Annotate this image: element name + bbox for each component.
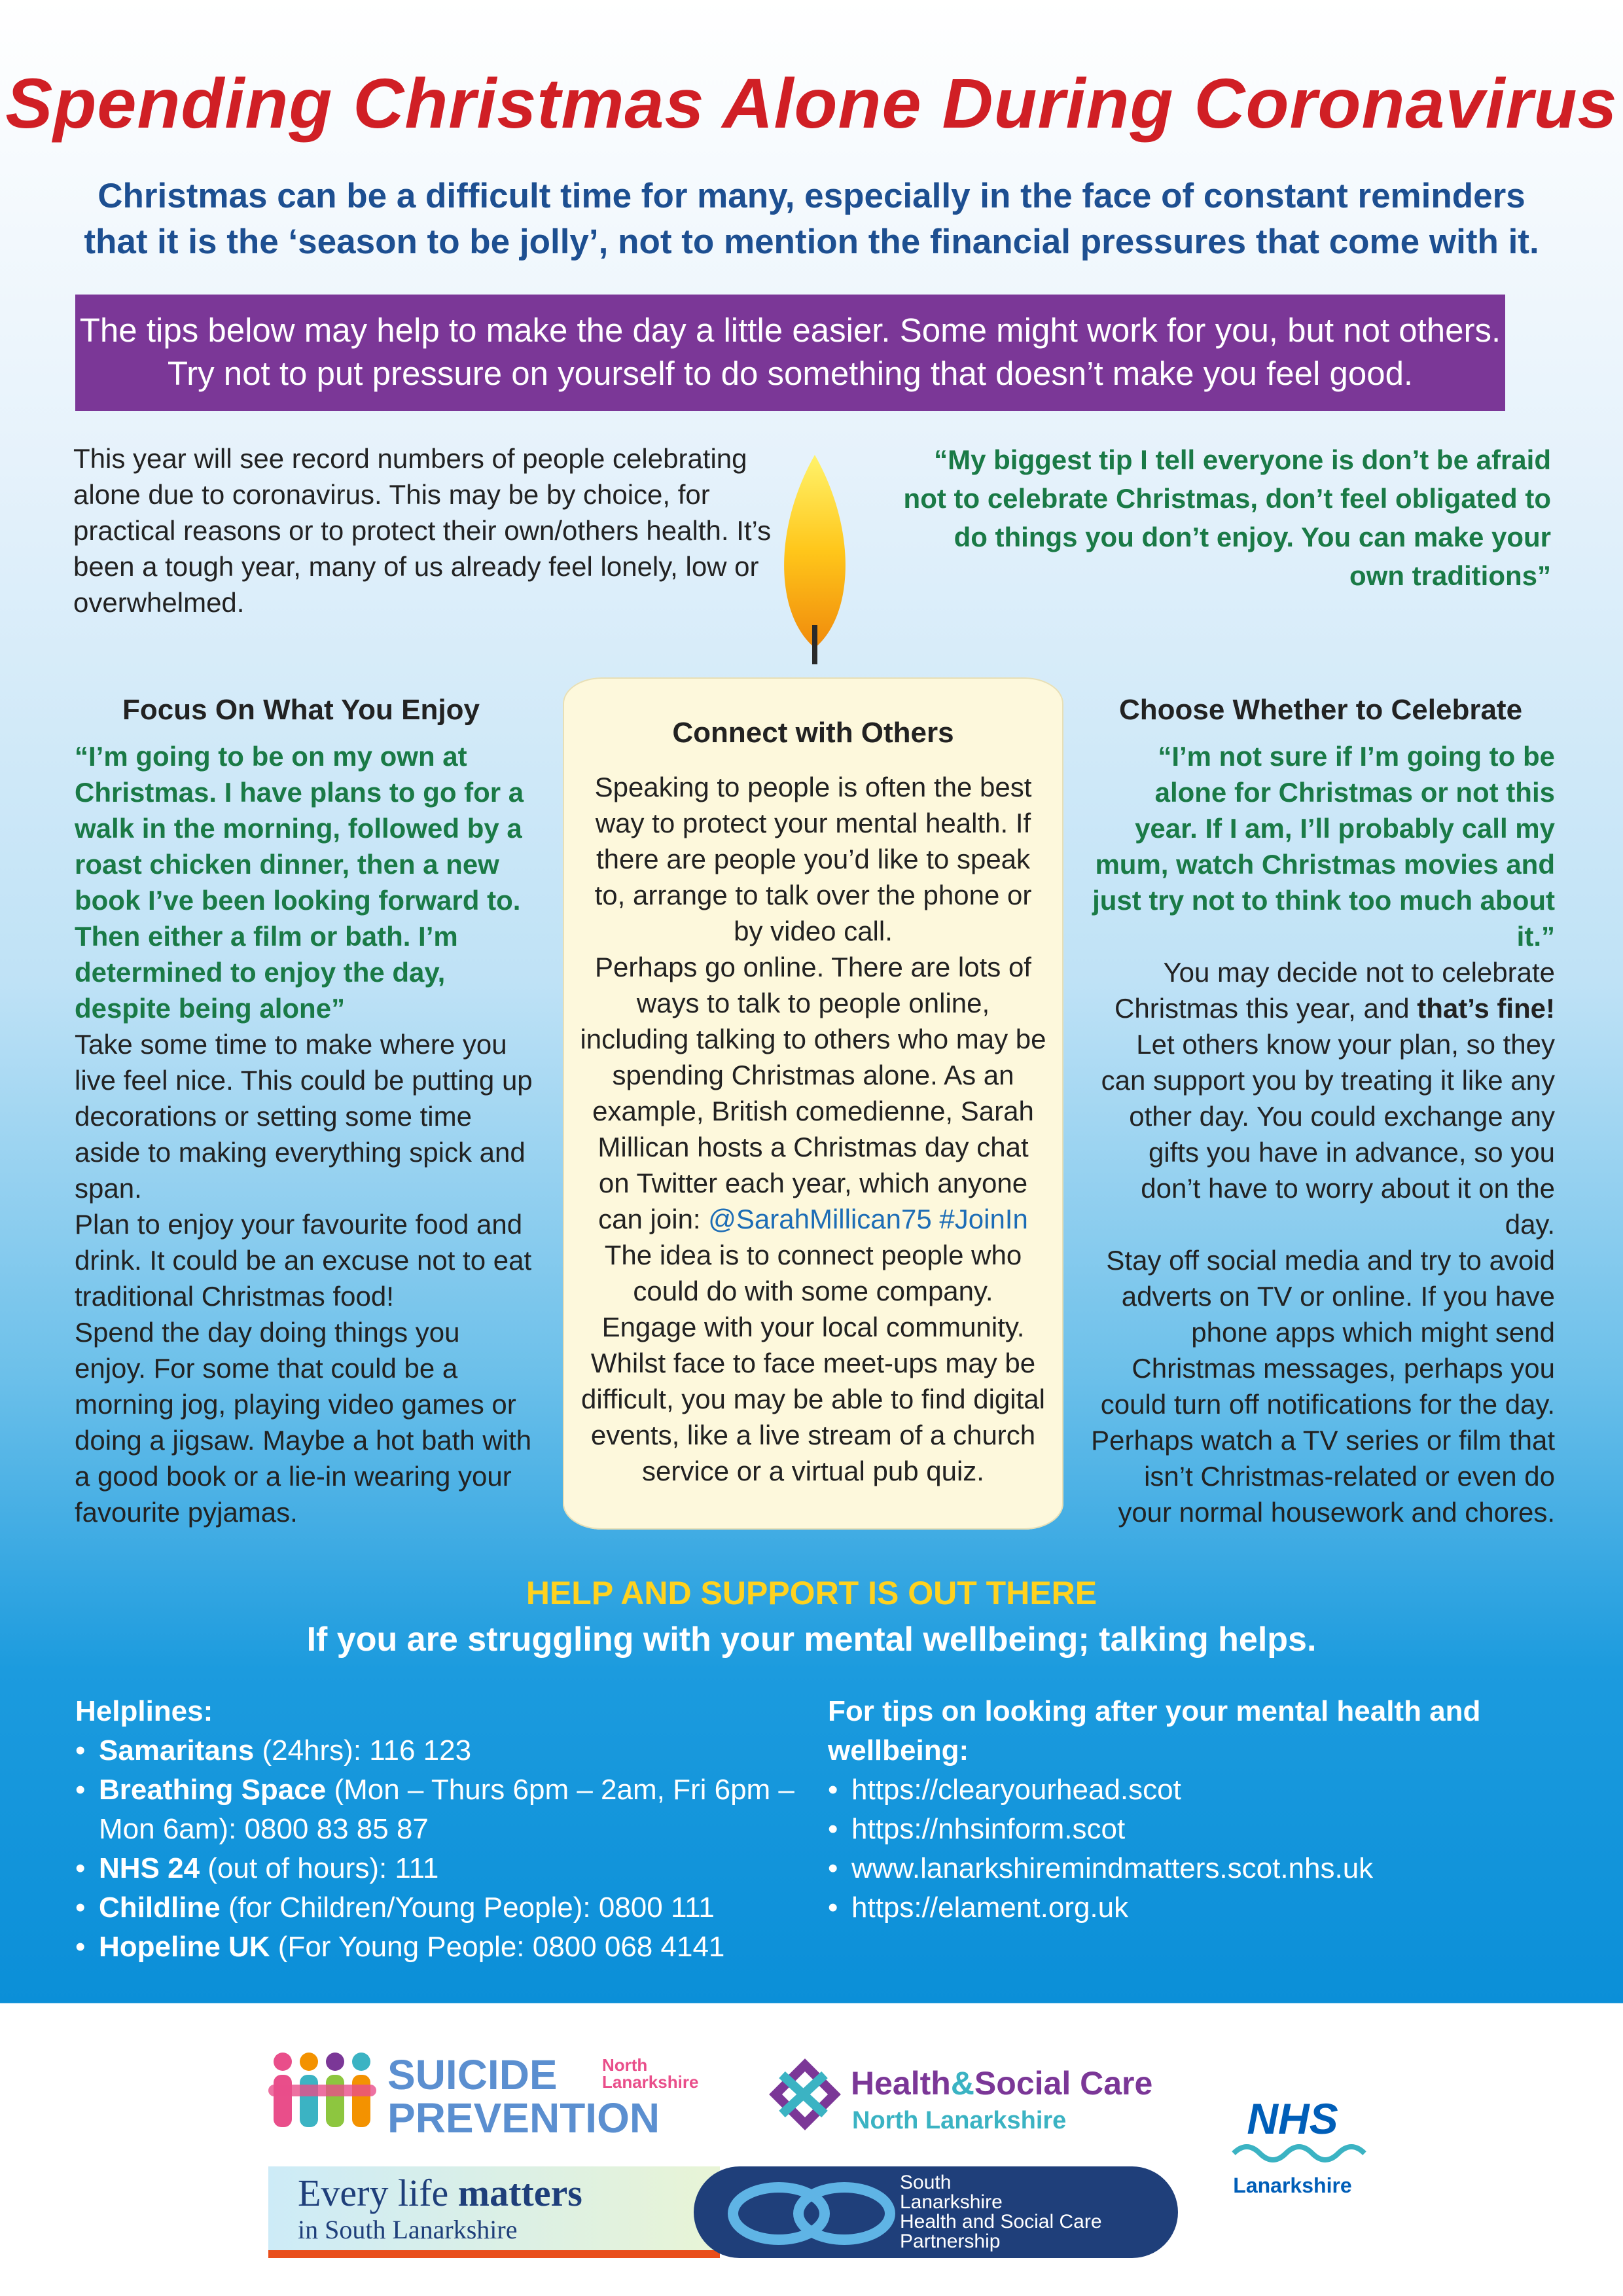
sp-tag1: North (602, 2055, 648, 2075)
helpline-name: Breathing Space (99, 1774, 327, 1806)
lead-paragraph: This year will see record numbers of people celebrating alone due to coronavirus. This may be by choice, for practical reasons or to protect their own/others health. It’s been a tough year, many of us already feel lonely, low or overwhelmed. (73, 443, 772, 618)
health-social-care-logo (759, 2049, 1191, 2140)
tip-link[interactable]: • https://clearyourhead.scot (828, 1770, 1574, 1810)
hsc-line2: North Lanarkshire (852, 2107, 1067, 2134)
connect-paragraph-3: Engage with your local community. Whilst face to face meet-ups may be difficult, you may be able to find digital events, like a live stream of a church service or a virtual pub quiz. (581, 1312, 1045, 1486)
elm-line1 (298, 2172, 582, 2214)
helpline-item (75, 1849, 795, 1888)
help-heading: HELP AND SUPPORT IS OUT THERE (526, 1575, 1097, 1611)
tip-link[interactable]: • https://nhsinform.scot (828, 1810, 1574, 1849)
page-title: Spending Christmas Alone During Coronavirus (5, 63, 1618, 143)
connect-p2-text: Perhaps go online. There are lots of ways to talk to people online, including talking to others who may be spending Christmas alone. As an example, British comedienne, Sarah Millican hosts a Christmas day chat on Twitter each year, which anyone can join: (580, 952, 1046, 1234)
elm-p4: Partnership (900, 2231, 1001, 2252)
helpline-detail: (24hrs): 116 123 (254, 1734, 472, 1767)
tips-list (828, 1692, 1574, 1928)
focus-quote: “I’m going to be on my own at Christmas. I have plans to go for a walk in the morning, followed by a roast chicken dinner, then a new book I’ve been looking forward to. Then either a film or bath. I’m determined to enjoy the day, despite being alone” (75, 741, 524, 1024)
hsc-amp: & (950, 2065, 974, 2102)
connect-paragraph-1: Speaking to people is often the best way to protect your mental health. If there are people you’d like to speak to, arrange to talk over the phone or by video call. (594, 772, 1032, 946)
helplines-list (75, 1692, 795, 1967)
helpline-name: Samaritans (99, 1734, 255, 1767)
column-focus-enjoy (65, 694, 537, 1530)
knot-icon (776, 2065, 834, 2124)
help-subheading: If you are struggling with your mental wellbeing; talking helps. (306, 1621, 1317, 1659)
sp-line1: SUICIDE (387, 2051, 558, 2098)
connect-paragraph-2 (579, 949, 1047, 1309)
sp-line2: PREVENTION (387, 2094, 660, 2140)
connect-p2-text-end: The idea is to connect people who could do with some company. (604, 1240, 1022, 1306)
hsc-line1 (851, 2065, 1152, 2102)
elm-p1: South (900, 2172, 952, 2193)
hsc-social-care: Social Care (974, 2065, 1153, 2102)
helpline-name: NHS 24 (99, 1852, 200, 1884)
connect-heading: Connect with Others (672, 717, 954, 749)
choose-quote: “I’m not sure if I’m going to be alone for Christmas or not this year. If I am, I’ll probably call my mum, watch Christmas movies and just try not to think too much about it.” (1092, 741, 1555, 952)
people-icon (268, 2053, 376, 2127)
helpline-name: Childline (99, 1892, 221, 1924)
helpline-name: Hopeline UK (99, 1931, 270, 1963)
choose-p1-text: You may decide not to celebrate Christmas this year, and (1115, 957, 1555, 1024)
helpline-item (75, 1888, 795, 1928)
top-quote: “My biggest tip I tell everyone is don’t be afraid not to celebrate Christmas, don’t feel obligated to do things you don’t enjoy. You can make your own traditions” (903, 444, 1551, 591)
choose-paragraph-1 (1086, 954, 1555, 1242)
suicide-prevention-logo (268, 2049, 720, 2140)
choose-heading: Choose Whether to Celebrate (1118, 694, 1523, 726)
wave-icon (1234, 2147, 1364, 2160)
helpline-detail: (for Children/Young People): 0800 111 (220, 1892, 715, 1924)
nhs-mark: NHS (1247, 2094, 1338, 2143)
helpline-item (75, 1928, 795, 1967)
candle-flame-icon (746, 452, 883, 668)
sp-tag2: Lanarkshire (602, 2072, 699, 2092)
helpline-detail: (For Young People: 0800 068 4141 (270, 1931, 725, 1963)
choose-p1-bold: that’s fine! (1417, 993, 1555, 1024)
tips-banner: The tips below may help to make the day a little easier. Some might work for you, but not others. Try not to put pressure on yourself to do something that doesn’t make you feel good. (75, 295, 1505, 411)
tips-heading: For tips on looking after your mental health and wellbeing: (828, 1695, 1481, 1767)
helpline-detail: (out of hours): 111 (200, 1852, 439, 1884)
elm-matters: matters (457, 2172, 582, 2214)
elm-p3: Health and Social Care (900, 2211, 1102, 2233)
tip-link[interactable]: • www.lanarkshiremindmatters.scot.nhs.uk (828, 1849, 1574, 1888)
nhs-region: Lanarkshire (1233, 2174, 1352, 2197)
helpline-item (75, 1770, 795, 1849)
focus-paragraph-1: Take some time to make where you live feel nice. This could be putting up decorations or setting some time aside to making everything spick and span. (75, 1029, 533, 1204)
choose-p1-text-end: Let others know your plan, so they can support you by treating it like any other day. You could exchange any gifts you have in advance, so you don’t have to worry about it on the day. (1101, 1029, 1555, 1240)
helpline-item (75, 1731, 795, 1770)
intro-text: Christmas can be a difficult time for many, especially in the face of constant reminders that it is the ‘season to be jolly’, not to mention the financial pressures that come with it. (84, 177, 1539, 261)
elm-p2: Lanarkshire (900, 2191, 1003, 2213)
column-choose-celebrate (1086, 694, 1555, 1530)
nhs-lanarkshire-logo (1214, 2094, 1371, 2206)
choose-paragraph-2: Stay off social media and try to avoid adverts on TV or online. If you have phone apps which might send Christmas messages, perhaps you could turn off notifications for the day. Perhaps watch a TV series or film that isn’t Christmas-related or even do your normal housework and chores. (1091, 1245, 1555, 1528)
helplines-heading: Helplines: (75, 1695, 213, 1727)
twitter-handle: @SarahMillican75 #JoinIn (708, 1204, 1028, 1234)
tip-link[interactable]: • https://elament.org.uk (828, 1888, 1574, 1928)
every-life-matters-logo (268, 2166, 1178, 2258)
hsc-health: Health (851, 2065, 951, 2102)
focus-paragraph-2: Plan to enjoy your favourite food and drink. It could be an excuse not to eat traditional Christmas food! (75, 1209, 532, 1312)
column-connect-others (579, 717, 1047, 1489)
elm-line2: in South Lanarkshire (298, 2215, 518, 2244)
elm-every-life: Every life (298, 2172, 458, 2214)
helpline-detail: (Mon – Thurs 6pm – 2am, Fri 6pm – Mon 6am): 0800 83 85 87 (99, 1774, 794, 1845)
focus-paragraph-3: Spend the day doing things you enjoy. For some that could be a morning jog, playing video games or doing a jigsaw. Maybe a hot bath with a good book or a lie-in wearing your favourite pyjamas. (75, 1317, 532, 1528)
focus-heading: Focus On What You Enjoy (122, 694, 480, 726)
